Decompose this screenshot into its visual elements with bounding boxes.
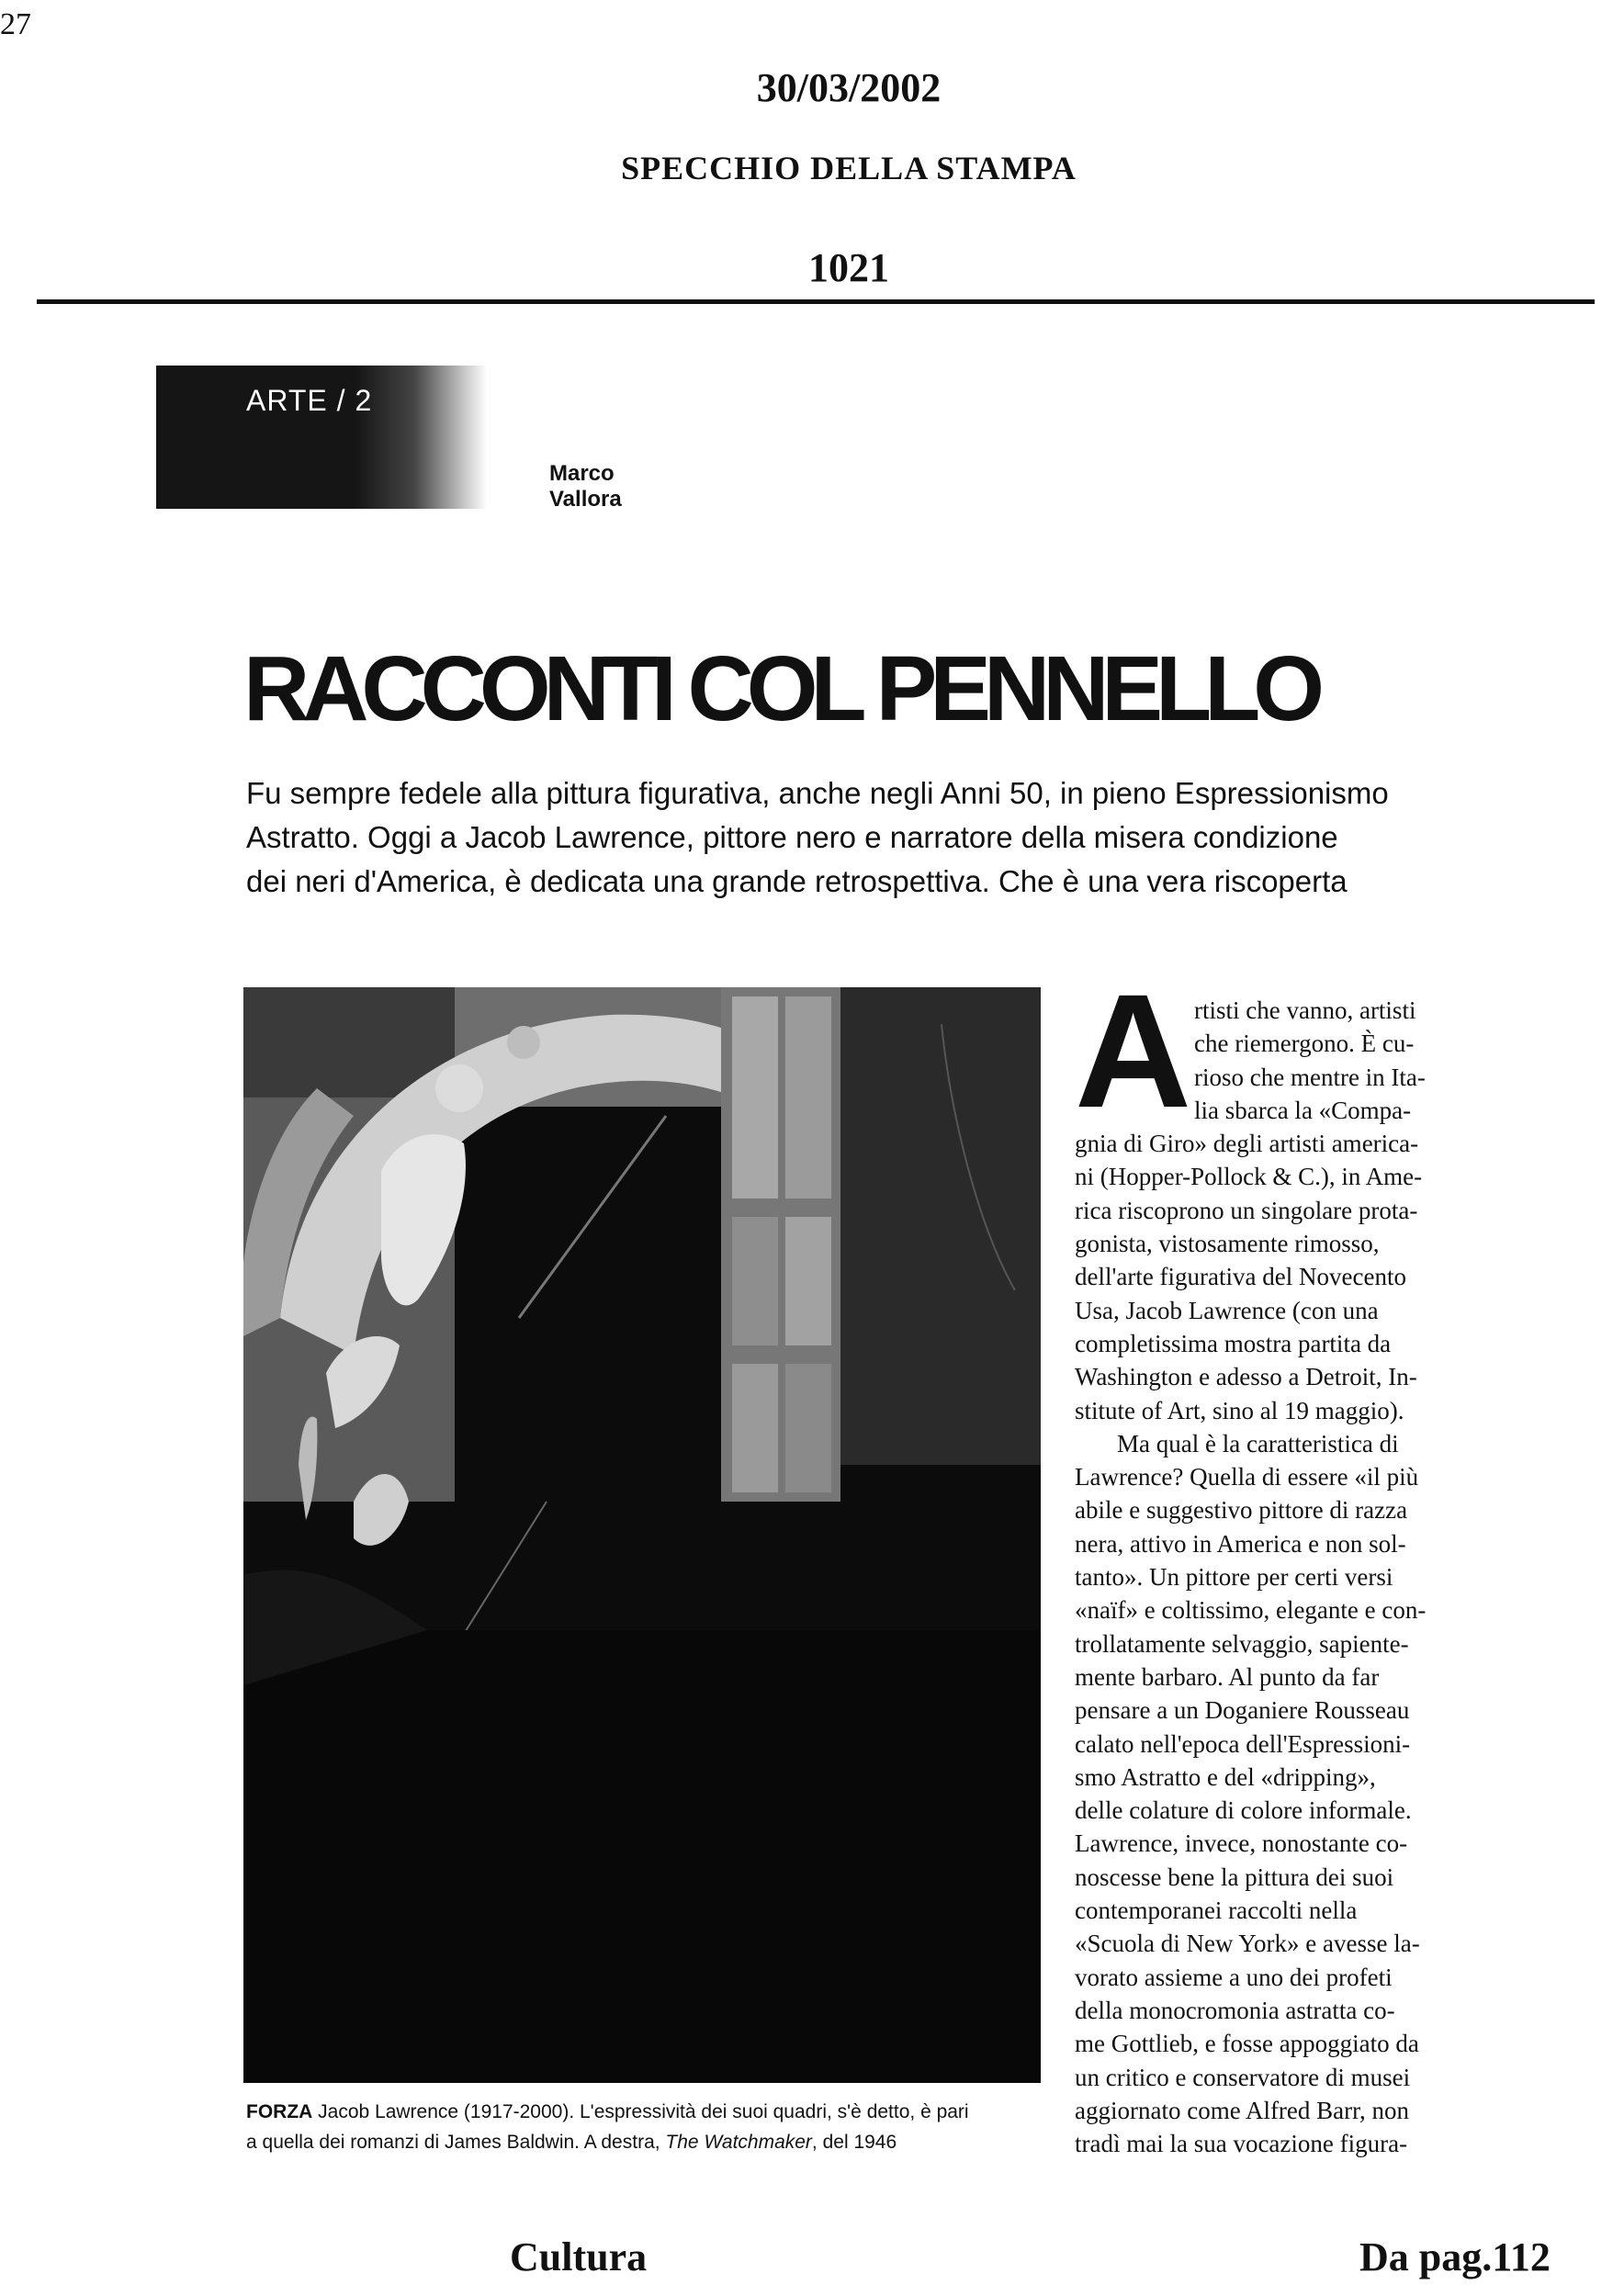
article-line: smo Astratto e del «dripping», (1075, 1762, 1376, 1791)
article-line: lia sbarca la «Compa- (1194, 1096, 1412, 1124)
photo-image (243, 987, 1041, 2083)
article-body (1075, 962, 1447, 2160)
caption-lead: FORZA (246, 2101, 313, 2122)
article-line: nera, attivo in America e non sol- (1075, 1529, 1406, 1558)
article-line: Washington e adesso a Detroit, In- (1075, 1363, 1417, 1391)
article-line: calato nell'epoca dell'Espressioni- (1075, 1729, 1411, 1758)
photo-caption (246, 2097, 1045, 2157)
byline-first-name: Marco (549, 461, 615, 486)
article-line: rtisti che vanno, artisti (1194, 996, 1416, 1024)
article-line: «Scuola di New York» e avesse la- (1075, 1930, 1420, 1958)
deck (246, 771, 1495, 904)
article-line: gnia di Giro» degli artisti america- (1075, 1130, 1419, 1158)
article-line: me Gottlieb, e fosse appoggiato da (1075, 2030, 1419, 2058)
article-line: abile e suggestivo pittore di razza (1075, 1496, 1408, 1525)
article-line: Lawrence? Quella di essere «il più (1075, 1463, 1419, 1491)
article-line: della monocromonia astratta co- (1075, 1996, 1395, 2024)
header-rule (37, 299, 1595, 304)
caption-text: a quella dei romanzi di James Baldwin. A destra, (246, 2132, 666, 2153)
clipping-date: 30/03/2002 (756, 65, 942, 110)
article-line: completissima mostra partita da (1075, 1329, 1392, 1357)
caption-text: , del 1946 (811, 2132, 897, 2153)
article-line: trollatamente selvaggio, sapiente- (1075, 1629, 1409, 1658)
deck-line: dei neri d'America, è dedicata una grande retrospettiva. Che è una vera riscoperta (246, 864, 1348, 898)
clipping-code: 1021 (808, 245, 889, 290)
section-tag-label: ARTE / 2 (246, 384, 373, 417)
article-line: che riemergono. È cu- (1194, 1030, 1415, 1058)
article-line: gonista, vistosamente rimosso, (1075, 1230, 1380, 1258)
article-line: tanto». Un pittore per certi versi (1075, 1563, 1393, 1592)
article-line: «naïf» e coltissimo, elegante e con- (1075, 1596, 1427, 1625)
article-line: contemporanei raccolti nella (1075, 1896, 1358, 1925)
deck-line: Astratto. Oggi a Jacob Lawrence, pittore nero e narratore della misera condizione (246, 820, 1338, 854)
caption-text: Jacob Lawrence (1917-2000). L'espressività dei suoi quadri, s'è detto, è pari (312, 2101, 969, 2122)
footer-page-ref: Da pag.112 (1359, 2234, 1551, 2279)
article-line: Usa, Jacob Lawrence (con una (1075, 1296, 1379, 1324)
article-line: mente barbaro. Al punto da far (1075, 1662, 1380, 1691)
headline: RACCONTI COL PENNELLO (243, 637, 1318, 740)
article-line: delle colature di colore informale. (1075, 1796, 1412, 1825)
article-line: stitute of Art, sino al 19 maggio). (1075, 1396, 1404, 1424)
footer-section: Cultura (510, 2234, 648, 2279)
article-line: Ma qual è la caratteristica di (1117, 1429, 1399, 1458)
article-line: vorato assieme a uno dei profeti (1075, 1963, 1393, 1991)
article-line: rioso che mentre in Ita- (1194, 1063, 1426, 1091)
drop-cap: A (1075, 962, 1192, 1142)
article-line: Lawrence, invece, nonostante co- (1075, 1829, 1408, 1858)
caption-line (246, 2097, 1045, 2127)
article-line: ni (Hopper-Pollock & C.), in Ame- (1075, 1163, 1423, 1191)
publication-name: SPECCHIO DELLA STAMPA (621, 150, 1077, 186)
caption-line (246, 2127, 1045, 2157)
article-line: noscesse bene la pittura dei suoi (1075, 1863, 1394, 1891)
page-number: 27 (0, 7, 31, 41)
caption-artwork-title: The Watchmaker (665, 2132, 812, 2153)
article-line: tradì mai la sua vocazione figura- (1075, 2130, 1408, 2158)
deck-line: Fu sempre fedele alla pittura figurativa, anche negli Anni 50, in pieno Espressionismo (246, 776, 1389, 810)
article-line: dell'arte figurativa del Novecento (1075, 1263, 1406, 1291)
article-line: un critico e conservatore di musei (1075, 2063, 1411, 2091)
article-line: rica riscoprono un singolare prota- (1075, 1196, 1418, 1224)
article-line: pensare a un Doganiere Rousseau (1075, 1696, 1410, 1725)
byline-last-name: Vallora (549, 487, 622, 512)
article-line: aggiornato come Alfred Barr, non (1075, 2096, 1410, 2124)
article-photo (243, 987, 1041, 2083)
